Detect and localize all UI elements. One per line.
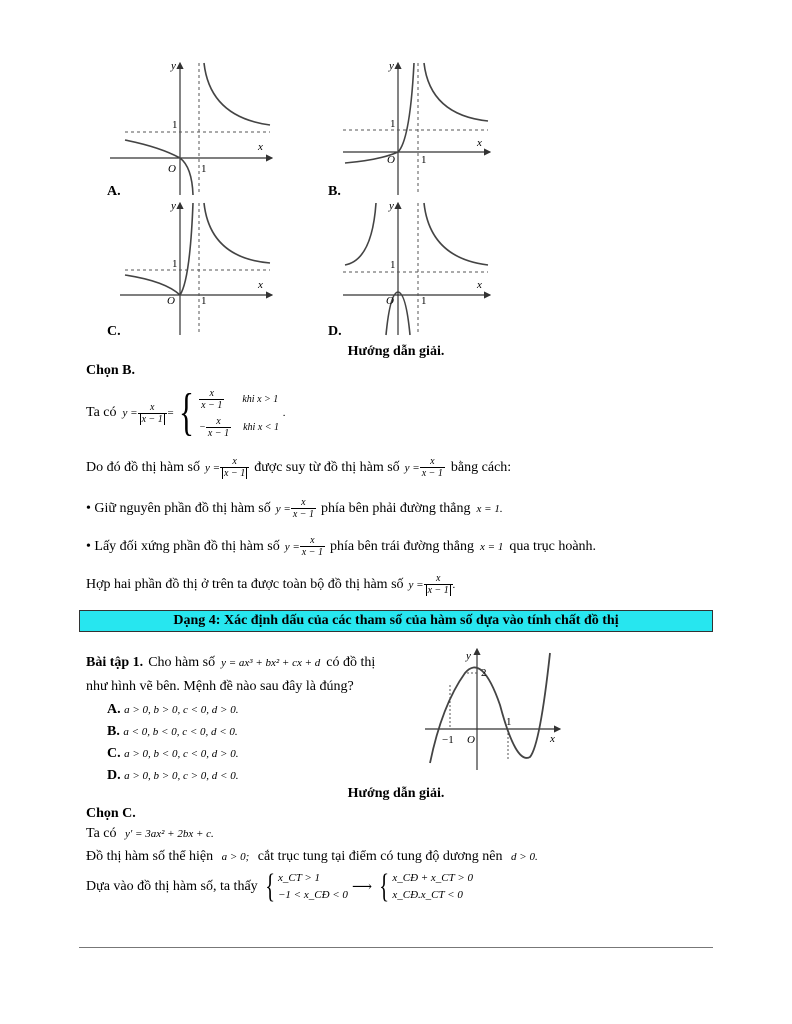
text: qua trục hoành. <box>509 538 597 554</box>
option-label-d: D. <box>328 324 342 339</box>
one-label-y: 1 <box>172 119 178 131</box>
formula-y: y = <box>122 407 138 419</box>
system-right: x_CĐ + x_CT > 0 x_CĐ.x_CT < 0 <box>392 872 473 901</box>
text: Ta có <box>86 826 117 841</box>
answer-choice: Chọn B. <box>86 363 136 378</box>
option-text: a > 0, b < 0, c < 0, d > 0. <box>124 748 239 760</box>
option-list <box>107 699 238 787</box>
text: • Giữ nguyên phần đồ thị hàm số <box>86 500 271 516</box>
option-key: C. <box>107 746 121 761</box>
piecewise-line: Ta có y = $\frac{x}{x - 1}$ = { $\frac{x}{x - 1}$ khi x > 1 − $\frac{x}{x - 1}$ khi x < 1 . <box>86 384 286 441</box>
text: Hợp hai phần đồ thị ở trên ta được toàn bộ đồ thị hàm số <box>86 576 404 592</box>
option-label-b: B. <box>328 184 341 199</box>
exercise-question: như hình vẽ bên. Mệnh đề nào sau đây là đúng? <box>86 679 354 694</box>
union-line: Hợp hai phần đồ thị ở trên ta được toàn bộ đồ thị hàm số y = $\frac{x}{x - 1}$ . <box>86 573 456 596</box>
equation: d > 0. <box>511 851 538 863</box>
minus-one-label: −1 <box>442 734 454 746</box>
graph-d <box>343 200 490 335</box>
text: cắt trục tung tại điểm có tung độ dương nên <box>257 849 503 864</box>
graph-b <box>343 60 490 195</box>
text: được suy từ đồ thị hàm số <box>254 459 400 475</box>
x-label: x <box>258 141 263 153</box>
one-label-y: 1 <box>390 118 396 130</box>
line-prefix: Ta có <box>86 405 117 420</box>
exercise-intro <box>86 655 375 671</box>
option-a[interactable] <box>107 699 238 721</box>
text: Dựa vào đồ thị hàm số, ta thấy <box>86 879 258 894</box>
implies-arrow: ⟶ <box>351 879 373 895</box>
y-label: y <box>171 200 176 212</box>
equation: x = 1 <box>480 540 504 553</box>
one-label-y: 1 <box>172 258 178 270</box>
equation: x = 1. <box>476 502 503 515</box>
one-label: 1 <box>201 295 207 307</box>
exercise-label: Bài tập 1. <box>86 655 144 670</box>
one-label: 1 <box>201 163 207 175</box>
option-text: a < 0, b < 0, c < 0, d < 0. <box>123 726 238 738</box>
x-label: x <box>477 279 482 291</box>
derivative-line <box>86 826 214 842</box>
origin-label: O <box>168 163 176 175</box>
section-banner: Dạng 4: Xác định dấu của các tham số của hàm số dựa vào tính chất đồ thị <box>79 610 713 632</box>
option-text: a > 0, b > 0, c > 0, d < 0. <box>124 770 239 782</box>
system-left: x_CT > 1 −1 < x_CĐ < 0 <box>278 872 348 901</box>
graph-c <box>120 200 272 335</box>
two-label: 2 <box>481 667 487 679</box>
equation: a > 0; <box>221 851 250 863</box>
text: có đồ thị <box>326 655 376 670</box>
text: phía bên phải đường thẳng <box>321 500 471 516</box>
origin-label: O <box>167 295 175 307</box>
one-label-y: 1 <box>390 259 396 271</box>
x-label: x <box>258 279 263 291</box>
y-label: y <box>389 60 394 72</box>
origin-label: O <box>386 295 394 307</box>
footer-rule <box>79 947 713 948</box>
cubic-graph <box>420 645 565 775</box>
derivative: y′ = 3ax² + 2bx + c. <box>125 828 214 840</box>
y-label: y <box>389 200 394 212</box>
origin-label: O <box>387 154 395 166</box>
fraction: $\frac{x}{x - 1}$ <box>138 402 167 425</box>
option-key: D. <box>107 768 121 783</box>
one-label: 1 <box>421 295 427 307</box>
answer-choice: Chọn C. <box>86 806 136 821</box>
text: Cho hàm số <box>148 655 216 670</box>
option-b[interactable] <box>107 721 238 743</box>
sign-line <box>86 849 538 865</box>
y-label: y <box>171 60 176 72</box>
option-key: A. <box>107 702 121 717</box>
option-d[interactable] <box>107 765 238 787</box>
guide-title: Hướng dẫn giải. <box>347 344 445 359</box>
one-label: 1 <box>506 716 512 728</box>
text: phía bên trái đường thẳng <box>329 538 475 554</box>
x-label: x <box>477 137 482 149</box>
option-key: B. <box>107 724 120 739</box>
option-c[interactable] <box>107 743 238 765</box>
text: • Lấy đối xứng phần đồ thị hàm số <box>86 538 280 554</box>
formula: y = ax³ + bx² + cx + d <box>221 657 321 669</box>
graph-a <box>110 60 272 195</box>
case-gt1: khi x > 1 <box>242 393 279 405</box>
case-lt1: khi x < 1 <box>243 421 280 433</box>
option-label-c: C. <box>107 324 121 339</box>
option-text: a > 0, b > 0, c < 0, d > 0. <box>124 704 239 716</box>
one-label: 1 <box>421 154 427 166</box>
guide-title: Hướng dẫn giải. <box>347 786 445 801</box>
bullet-2: • Lấy đối xứng phần đồ thị hàm số y = $\frac{x}{x - 1}$ phía bên trái đường thẳng x = 1 qua trục hoành. <box>86 535 597 558</box>
option-label-a: A. <box>107 184 121 199</box>
x-label: x <box>550 733 555 745</box>
origin-label: O <box>467 734 475 746</box>
bullet-1: • Giữ nguyên phần đồ thị hàm số y = $\frac{x}{x - 1}$ phía bên phải đường thẳng x = 1. <box>86 497 503 520</box>
text: Đồ thị hàm số thể hiện <box>86 849 214 864</box>
text: bằng cách: <box>450 459 512 475</box>
system-line: Dựa vào đồ thị hàm số, ta thấy { x_CT > 1 −1 < x_CĐ < 0 ⟶ { x_CĐ + x_CT > 0 x_CĐ.x_CT < 0 <box>86 868 473 905</box>
derive-line: Do đó đồ thị hàm số y = $\frac{x}{x - 1}$ được suy từ đồ thị hàm số y = $\frac{x}{x - 1}$ bằng cách: <box>86 456 512 479</box>
y-label: y <box>466 650 471 662</box>
text: Do đó đồ thị hàm số <box>86 459 200 475</box>
